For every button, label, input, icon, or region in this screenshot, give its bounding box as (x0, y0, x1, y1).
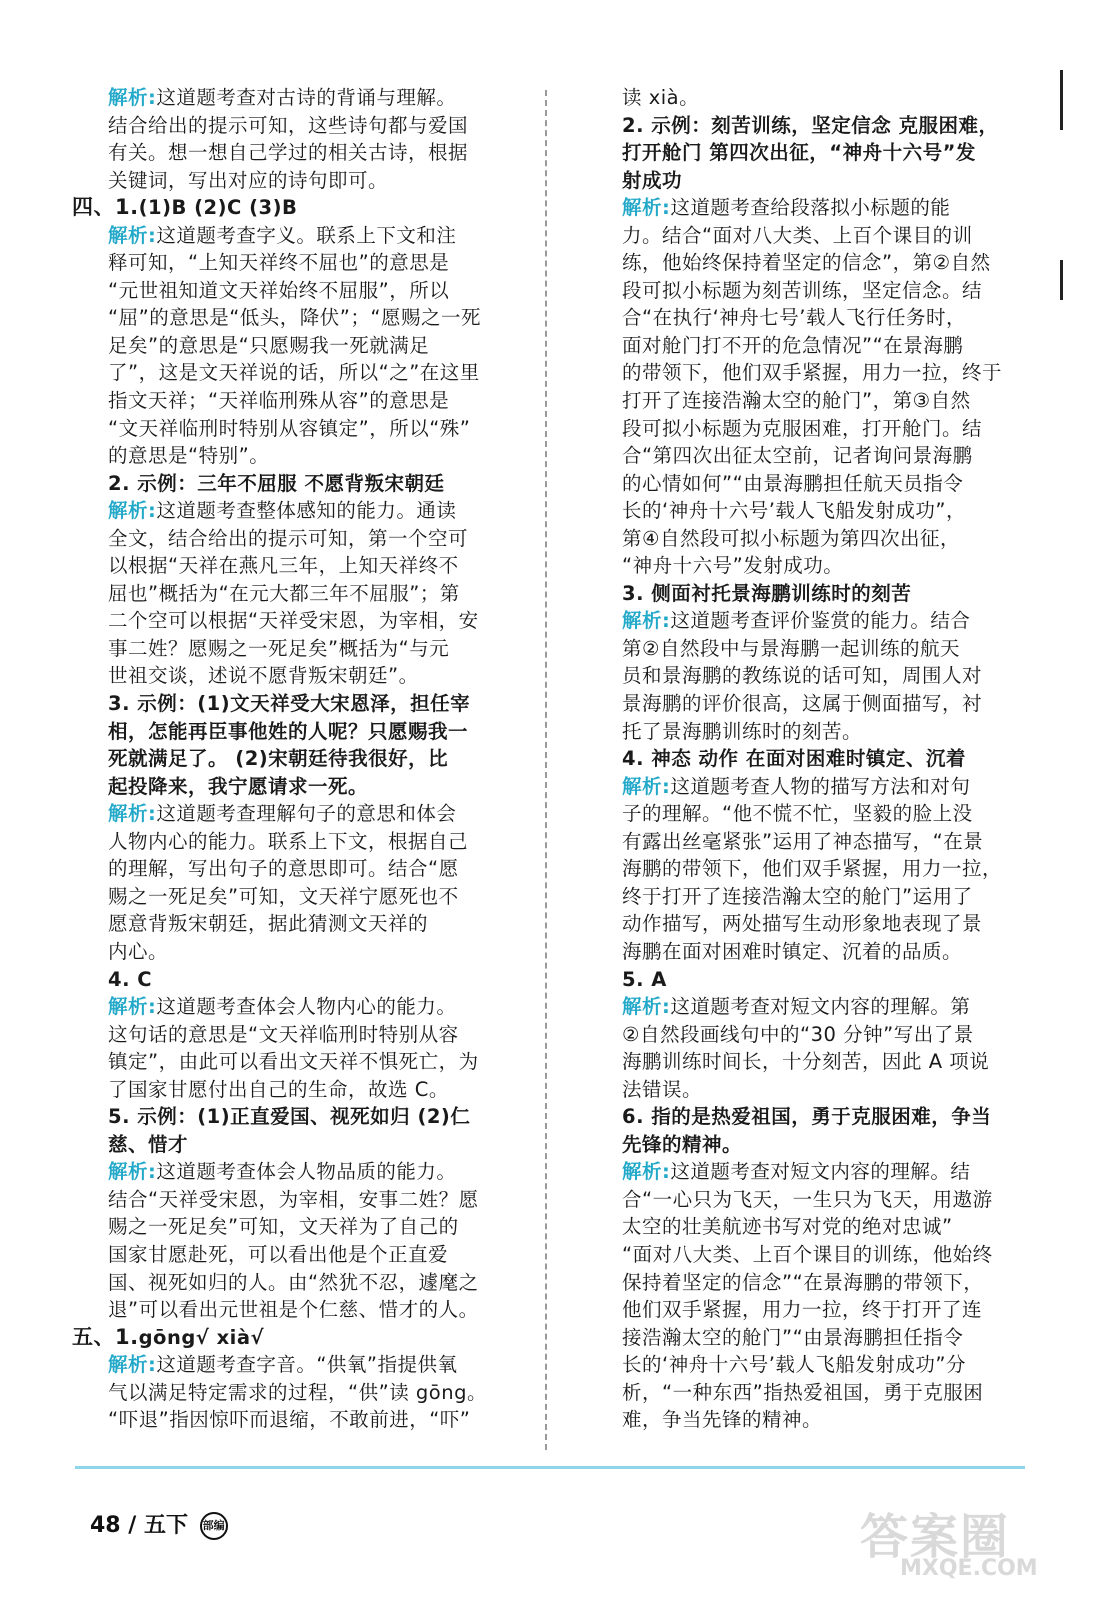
line-text: 读 xià。 (622, 86, 700, 109)
line-text: 的意思是“特别”。 (108, 444, 270, 468)
text-line (604, 442, 1020, 470)
line-text: 的带领下，他们双手紧握，用力一拉，终于 (622, 361, 1003, 385)
line-text: 赐之一死足矣”可知，文天祥宁愿死也不 (108, 884, 459, 908)
text-line (90, 1103, 526, 1131)
line-text: 有露出丝毫紧张”运用了神态描写，“在景 (622, 829, 984, 853)
line-text: 5. A (622, 967, 667, 991)
text-line (604, 1021, 1020, 1049)
line-text: 人物内心的能力。联系上下文，根据自己 (108, 829, 469, 853)
line-text: 世祖交谈，述说不愿背叛宋朝廷”。 (108, 664, 419, 688)
line-text: 员和景海鹏的教练说的话可知，周围人对 (622, 664, 983, 688)
line-text: 难，争当先锋的精神。 (622, 1408, 823, 1432)
text-line (604, 993, 1020, 1021)
text-line (604, 1351, 1020, 1379)
line-text: 合“一心只为飞天，一生只为飞天，用遨游 (622, 1187, 993, 1211)
line-text: 的理解，写出句子的意思即可。结合“愿 (108, 857, 459, 881)
line-text: 足矣”的意思是“只愿赐我一死就满足 (108, 333, 430, 357)
text-line (90, 1406, 526, 1434)
text-line (604, 910, 1020, 938)
line-text: 海鹏训练时间长，十分刻苦，因此 A 项说 (622, 1050, 990, 1074)
text-line (90, 1351, 526, 1379)
text-line (90, 635, 526, 663)
line-text: 二个空可以根据“天祥受宋恩，为宰相，安 (108, 609, 479, 633)
page-footer (90, 1508, 228, 1540)
analysis-label: 解析: (622, 1160, 671, 1184)
line-text: 镇定”，由此可以看出文天祥不惧死亡，为 (108, 1050, 479, 1074)
line-text: 这道题考查体会人物内心的能力。 (156, 995, 457, 1019)
watermark-logo: 答案圈 (860, 1509, 1011, 1565)
line-text: “吓退”指因惊吓而退缩，不敢前进，“吓” (108, 1408, 471, 1432)
text-line (604, 332, 1020, 360)
text-line (604, 1324, 1020, 1352)
line-text: 托了景海鹏训练时的刻苦。 (622, 719, 863, 743)
column-divider (545, 90, 547, 1450)
text-line (604, 1241, 1020, 1269)
line-text: ②自然段画线句中的“30 分钟”写出了景 (622, 1022, 974, 1046)
text-line (90, 745, 526, 773)
text-line (604, 855, 1020, 883)
text-line (604, 800, 1020, 828)
text-line (604, 277, 1020, 305)
text-line (90, 910, 526, 938)
text-line (90, 1021, 526, 1049)
line-text: 接浩瀚太空的舱门”“由景海鹏担任指令 (622, 1325, 964, 1349)
line-text: gōng√ xià√ (138, 1325, 265, 1349)
text-line (604, 1048, 1020, 1076)
text-line (90, 470, 526, 498)
line-text: “面对八大类、上百个课目的训练，他始终 (622, 1242, 993, 1266)
text-line (604, 552, 1020, 580)
analysis-label: 解析: (622, 196, 671, 220)
text-line (90, 1048, 526, 1076)
line-text: 他们双手紧握，用力一拉，终于打开了连 (622, 1298, 983, 1322)
line-text: 第②自然段中与景海鹏一起训练的航天 (622, 636, 960, 660)
text-line (90, 222, 526, 250)
line-text: 打开舱门 第四次出征，“神舟十六号”发 (622, 141, 976, 165)
line-text: 段可拟小标题为刻苦训练，坚定信念。结 (622, 278, 983, 302)
line-text: 这道题考查体会人物品质的能力。 (156, 1160, 457, 1184)
line-text: 练，他始终保持着坚定的信念”，第②自然 (622, 251, 991, 275)
line-text: 这道题考查理解句子的意思和体会 (156, 802, 457, 826)
text-line (90, 580, 526, 608)
text-line (90, 1269, 526, 1297)
analysis-label: 解析: (108, 499, 157, 523)
text-line (604, 1158, 1020, 1186)
bottom-rule (75, 1466, 1025, 1469)
line-text: 保持着坚定的信念”“在景海鹏的带领下， (622, 1270, 984, 1294)
text-line (90, 1213, 526, 1241)
line-text: 海鹏在面对困难时镇定、沉着的品质。 (622, 939, 963, 963)
line-text: 4. C (108, 967, 153, 991)
left-column (72, 84, 526, 1434)
line-text: 屈也”概括为“在元大都三年不屈服”；第 (108, 581, 460, 605)
text-line (604, 966, 1020, 994)
line-text: 退”可以看出元世祖是个仁慈、惜才的人。 (108, 1298, 479, 1322)
text-line (90, 993, 526, 1021)
line-text: 打开了连接浩瀚太空的舱门”，第③自然 (622, 389, 971, 413)
line-text: 第④自然段可拟小标题为第四次出征， (622, 526, 960, 550)
line-text: 3. 示例：(1)文天祥受大宋恩泽，担任宰 (108, 692, 471, 716)
analysis-label: 解析: (108, 1353, 157, 1377)
text-line (90, 828, 526, 856)
line-text: “文天祥临刑时特别从容镇定”，所以“殊” (108, 416, 471, 440)
analysis-label: 解析: (622, 774, 671, 798)
text-line (604, 387, 1020, 415)
line-text: 了国家甘愿付出自己的生命，故选 C。 (108, 1077, 449, 1101)
line-text: 国家甘愿赴死，可以看出他是个正直爱 (108, 1242, 449, 1266)
text-line (604, 359, 1020, 387)
line-text: “神舟十六号”发射成功。 (622, 554, 844, 578)
line-text: “屈”的意思是“低头，降伏”；“愿赐之一死 (108, 306, 482, 330)
text-line (90, 415, 526, 443)
line-text: 愿意背叛宋朝廷，据此猜测文天祥的 (108, 912, 429, 936)
line-text: 景海鹏的评价很高，这属于侧面描写，衬 (622, 692, 983, 716)
text-line (604, 497, 1020, 525)
line-text: 有关。想一想自己学过的相关古诗，根据 (108, 141, 469, 165)
line-text: 长的‘神舟十六号’载人飞船发射成功”， (622, 499, 966, 523)
line-text: 这道题考查字音。“供氧”指提供氧 (156, 1353, 458, 1377)
text-line (604, 635, 1020, 663)
line-text: 2. 示例：三年不屈服 不愿背叛宋朝廷 (108, 471, 445, 495)
line-text: 国、视死如归的人。由“然犹不忍，遽麾之 (108, 1270, 479, 1294)
text-line (604, 1406, 1020, 1434)
analysis-label: 解析: (108, 995, 157, 1019)
text-line (604, 167, 1020, 195)
line-text: 以根据“天祥在燕凡三年，上知天祥终不 (108, 554, 459, 578)
text-line (90, 800, 526, 828)
analysis-label: 解析: (622, 609, 671, 633)
text-line (604, 249, 1020, 277)
text-line (604, 662, 1020, 690)
line-text: 事二姓？愿赐之一死足矣”概括为“与元 (108, 636, 450, 660)
text-line (90, 855, 526, 883)
text-line (604, 525, 1020, 553)
right-column (604, 84, 1020, 1434)
analysis-label: 解析: (108, 223, 157, 247)
text-line (90, 139, 526, 167)
text-line (90, 552, 526, 580)
text-line (90, 1131, 526, 1159)
line-text: 这道题考查给段落拟小标题的能 (670, 196, 951, 220)
text-line (604, 222, 1020, 250)
line-text: (1)B (2)C (3)B (138, 196, 298, 220)
text-line (604, 773, 1020, 801)
text-line (604, 1103, 1020, 1131)
text-line (604, 580, 1020, 608)
analysis-label: 解析: (108, 86, 157, 109)
line-text: “元世祖知道文天祥始终不屈服”，所以 (108, 278, 450, 302)
text-line (72, 1324, 526, 1352)
text-line (90, 332, 526, 360)
text-line (90, 442, 526, 470)
text-line (90, 359, 526, 387)
line-text: 指文天祥；“天祥临刑殊从容”的意思是 (108, 389, 450, 413)
text-line (604, 1379, 1020, 1407)
line-text: 这道题考查对短文内容的理解。结 (670, 1160, 971, 1184)
text-line (604, 112, 1020, 140)
line-text: 动作描写，两处描写生动形象地表现了景 (622, 912, 983, 936)
line-text: 结合给出的提示可知，这些诗句都与爱国 (108, 113, 469, 137)
text-line (90, 497, 526, 525)
line-text: 这道题考查对古诗的背诵与理解。 (156, 86, 457, 109)
line-text: 这道题考查对短文内容的理解。第 (670, 995, 971, 1019)
text-line (604, 304, 1020, 332)
line-text: 内心。 (108, 939, 169, 963)
line-text: 段可拟小标题为克服困难，打开舱门。结 (622, 416, 983, 440)
edge-mark (1060, 70, 1063, 130)
line-text: 5. 示例：(1)正直爱国、视死如归 (2)仁 (108, 1105, 471, 1129)
text-line (604, 1186, 1020, 1214)
text-line (90, 938, 526, 966)
line-text: 释可知，“上知天祥终不屈也”的意思是 (108, 251, 450, 275)
text-line (90, 1241, 526, 1269)
analysis-label: 解析: (108, 802, 157, 826)
line-text: 这道题考查整体感知的能力。通读 (156, 499, 457, 523)
section-number: 四、1. (72, 195, 139, 220)
text-line (604, 607, 1020, 635)
text-line (72, 194, 526, 222)
text-line (604, 1076, 1020, 1104)
text-line (90, 966, 526, 994)
text-line (604, 1131, 1020, 1159)
text-line (604, 938, 1020, 966)
text-line (90, 525, 526, 553)
text-line (90, 1296, 526, 1324)
text-line (90, 1186, 526, 1214)
section-number: 五、1. (72, 1324, 139, 1349)
text-line (604, 690, 1020, 718)
text-line (90, 607, 526, 635)
text-line (604, 828, 1020, 856)
text-line (604, 718, 1020, 746)
line-text: 海鹏的带领下，他们双手紧握，用力一拉， (622, 857, 1003, 881)
line-text: 全文，结合给出的提示可知，第一个空可 (108, 526, 469, 550)
line-text: 这句话的意思是“文天祥临刑时特别从容 (108, 1022, 459, 1046)
text-line (90, 883, 526, 911)
line-text: 射成功 (622, 168, 683, 192)
line-text: 慈、惜才 (108, 1132, 189, 1156)
text-line (90, 277, 526, 305)
line-text: 力。结合“面对八大类、上百个课目的训 (622, 223, 973, 247)
line-text: 这道题考查人物的描写方法和对句 (670, 774, 971, 798)
watermark-url: MXQE.COM (900, 1556, 1038, 1581)
page-number: 48 / 五下 (90, 1513, 188, 1538)
line-text: 终于打开了连接浩瀚太空的舱门”运用了 (622, 884, 973, 908)
line-text: 长的‘神舟十六号’载人飞船发射成功”分 (622, 1353, 966, 1377)
text-line (90, 167, 526, 195)
line-text: 面对舱门打不开的危急情况”“在景海鹏 (622, 333, 964, 357)
text-line (90, 718, 526, 746)
line-text: 气以满足特定需求的过程，“供”读 gōng。 (108, 1380, 487, 1404)
line-text: 太空的壮美航迹书写对党的绝对忠诚” (622, 1215, 953, 1239)
line-text: 关键词，写出对应的诗句即可。 (108, 168, 389, 192)
line-text: 先锋的精神。 (622, 1132, 743, 1156)
line-text: 的心情如何”“由景海鹏担任航天员指令 (622, 471, 964, 495)
line-text: 死就满足了。 (2)宋朝廷待我很好，比 (108, 747, 449, 771)
analysis-label: 解析: (622, 995, 671, 1019)
line-text: 3. 侧面衬托景海鹏训练时的刻苦 (622, 581, 912, 605)
text-line (604, 84, 1020, 112)
edge-mark (1060, 260, 1063, 300)
line-text: 这道题考查字义。联系上下文和注 (156, 223, 457, 247)
text-line (604, 1269, 1020, 1297)
line-text: 6. 指的是热爱祖国，勇于克服困难，争当 (622, 1105, 992, 1129)
text-line (90, 387, 526, 415)
analysis-label: 解析: (108, 1160, 157, 1184)
text-line (90, 1379, 526, 1407)
line-text: 析，“一种东西”指热爱祖国，勇于克服困 (622, 1380, 984, 1404)
text-line (90, 304, 526, 332)
text-line (604, 1213, 1020, 1241)
text-line (604, 139, 1020, 167)
line-text: 起投降来，我宁愿请求一死。 (108, 774, 369, 798)
line-text: 2. 示例：刻苦训练，坚定信念 克服困难， (622, 113, 999, 137)
line-text: 这道题考查评价鉴赏的能力。结合 (670, 609, 971, 633)
text-line (90, 1158, 526, 1186)
line-text: 子的理解。“他不慌不忙，坚毅的脸上没 (622, 802, 973, 826)
text-line (90, 112, 526, 140)
line-text: 结合“天祥受宋恩，为宰相，安事二姓？愿 (108, 1187, 479, 1211)
line-text: 4. 神态 动作 在面对困难时镇定、沉着 (622, 747, 966, 771)
line-text: 相，怎能再臣事他姓的人呢？只愿赐我一 (108, 719, 469, 743)
text-line (604, 470, 1020, 498)
text-line (604, 415, 1020, 443)
text-line (604, 745, 1020, 773)
line-text: 赐之一死足矣”可知，文天祥为了自己的 (108, 1215, 459, 1239)
line-text: 合“在执行‘神舟七号’载人飞行任务时， (622, 306, 966, 330)
text-line (90, 1076, 526, 1104)
text-line (604, 1296, 1020, 1324)
text-line (604, 883, 1020, 911)
edition-badge: 部编 (200, 1512, 228, 1540)
line-text: 法错误。 (622, 1077, 703, 1101)
text-line (90, 662, 526, 690)
text-line (90, 690, 526, 718)
text-line (604, 194, 1020, 222)
text-line (90, 773, 526, 801)
text-line (90, 249, 526, 277)
text-line (90, 84, 526, 112)
line-text: 合“第四次出征太空前，记者询问景海鹏 (622, 444, 973, 468)
line-text: 了”，这是文天祥说的话，所以“之”在这里 (108, 361, 480, 385)
